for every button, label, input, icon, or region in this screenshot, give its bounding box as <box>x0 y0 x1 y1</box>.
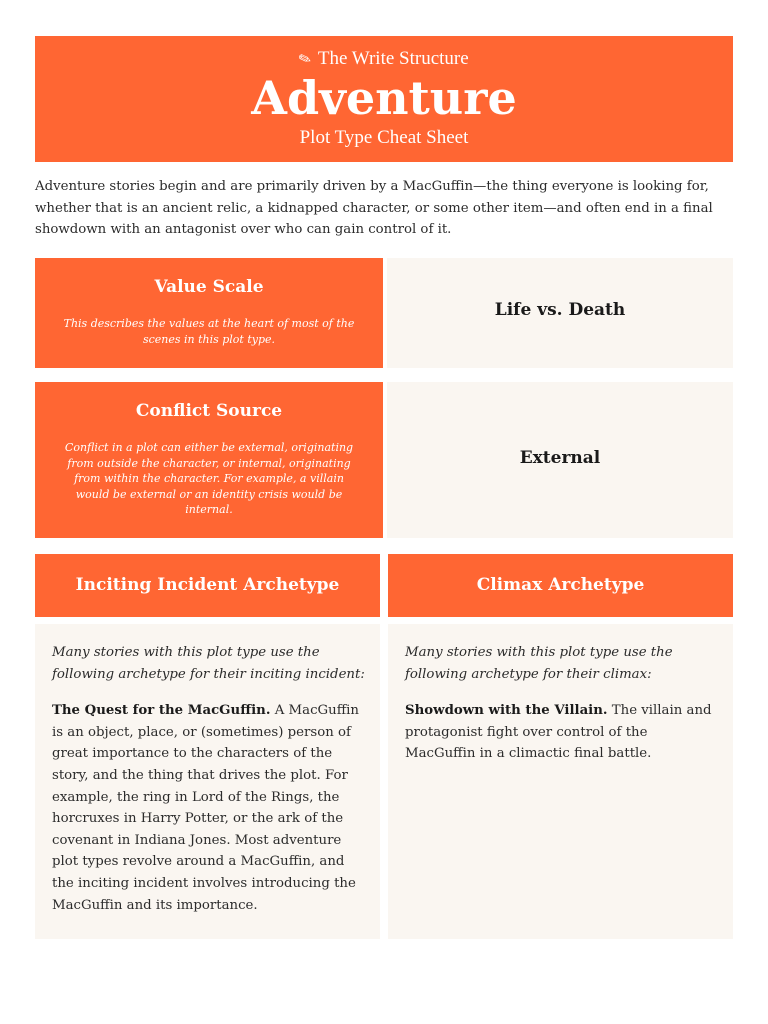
page-title: Adventure <box>251 71 517 125</box>
value-scale-description: This describes the values at the heart of most of the scenes in this plot type. <box>63 317 355 346</box>
inciting-incident-archetype-description: A MacGuffin is an object, place, or (sometimes) person of great importance to the characters of the story, and the thing that drives the plot. For example, the ring in Lord of the Rings, the horcruxes in Harry Potter, or the ark of the covenant in Indiana Jones. Most adventure plot types revolve around a MacGuffin, and the inciting incident involves introducing the MacGuffin and its importance. <box>52 703 359 913</box>
value-scale-value-box <box>387 258 733 368</box>
inciting-incident-archetype-name: The Quest for the MacGuffin. <box>52 703 271 719</box>
inciting-incident-text <box>52 700 368 916</box>
pencil-icon: ✎ <box>296 50 315 70</box>
header-banner <box>35 36 733 162</box>
inciting-incident-intro: Many stories with this plot type use the following archetype for their inciting incident: <box>52 645 365 682</box>
climax-archetype-name: Showdown with the Villain. <box>405 703 608 719</box>
conflict-source-value-box <box>387 382 733 538</box>
conflict-source-value: External <box>519 448 601 468</box>
inciting-incident-header <box>35 554 380 617</box>
value-scale-value: Life vs. Death <box>494 300 626 320</box>
value-scale-title: Value Scale <box>154 277 264 297</box>
climax-title: Climax Archetype <box>476 575 645 595</box>
inciting-incident-panel <box>35 624 380 939</box>
conflict-source-description: Conflict in a plot can either be external, originating from outside the character, or internal, originating from within the character. For example, a villain would be external or an identity crisis would be internal. <box>64 441 354 516</box>
brand-name: The Write Structure <box>317 48 469 69</box>
climax-intro: Many stories with this plot type use the following archetype for their climax: <box>405 645 673 682</box>
climax-header <box>388 554 733 617</box>
value-scale-label-box <box>35 258 383 368</box>
brand-line <box>35 48 733 71</box>
page-subtitle: Plot Type Cheat Sheet <box>299 127 469 148</box>
conflict-source-label-box <box>35 382 383 538</box>
climax-body <box>405 642 721 765</box>
intro-paragraph: Adventure stories begin and are primarily driven by a MacGuffin—the thing everyone is looking for, whether that is an ancient relic, a kidnapped character, or some other item—and often end in a final showdown with an antagonist over who can gain control of it. <box>35 179 713 237</box>
inciting-incident-body <box>52 642 368 916</box>
conflict-source-title: Conflict Source <box>135 401 283 421</box>
climax-archetype-description: The villain and protagonist fight over control of the MacGuffin in a climactic final battle. <box>405 703 712 762</box>
climax-panel <box>388 624 733 939</box>
climax-text <box>405 700 721 765</box>
inciting-incident-title: Inciting Incident Archetype <box>75 575 340 595</box>
